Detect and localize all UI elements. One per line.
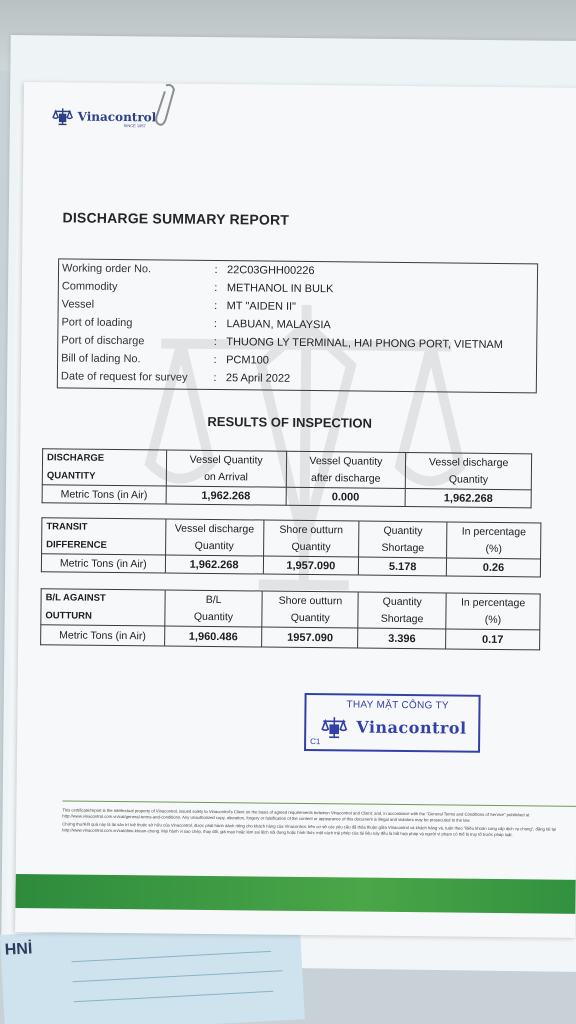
value-cell: 1,957.090: [263, 556, 359, 575]
value-cell: 1,960.486: [164, 626, 262, 647]
unit-cell: Metric Tons (in Air): [41, 625, 165, 646]
value-cell: 5.178: [359, 557, 447, 576]
stamp-code: C1: [310, 737, 321, 747]
value-cell: 1957.090: [262, 627, 358, 648]
column-header: Shore outturn: [262, 591, 358, 610]
results-title: RESULTS OF INSPECTION: [207, 413, 372, 431]
info-box: [57, 258, 538, 393]
column-header: Quantity: [359, 521, 447, 540]
info-value: 25 April 2022: [225, 372, 291, 385]
column-header: Shortage: [358, 610, 446, 629]
info-label: Working order No.: [61, 262, 152, 276]
info-value: THUONG LY TERMINAL, HAI PHONG PORT, VIETNAM: [226, 336, 504, 352]
value-cell: 1,962.268: [166, 486, 286, 505]
info-colon: :: [213, 371, 217, 385]
value-cell: 3.396: [358, 628, 446, 649]
unit-cell: Metric Tons (in Air): [42, 485, 166, 504]
info-value: METHANOL IN BULK: [226, 282, 334, 296]
info-value: 22C03GHH00226: [226, 264, 315, 278]
under-sheet-text: ỊNH: [4, 938, 33, 957]
column-header: Vessel Quantity: [286, 451, 406, 470]
column-header: Vessel discharge: [165, 519, 263, 538]
column-header: In percentage: [447, 522, 541, 541]
column-header: Quantity: [164, 608, 262, 627]
transit-difference-table: [41, 517, 542, 577]
table-label: DISCHARGE: [42, 449, 166, 468]
disclaimer-vietnamese: Chứng thư/Kết quả này là tài sản trí tuệ thuộc sở hữu của Vinacontrol, được phát hành dành riêng cho khách hàng của Vinacontrol, trên cơ sở các yêu cầu đã thỏa thuận giữa Vinacontrol và khách hàng và, tuân theo "Điều khoản cung cấp dịch vụ chung", đăng tải tại http://www.vinacontrol.com.vn/cat/dieu-khoan-chung. Mọi hành vi sao chép, thay đổi, giả mạo hoặc làm sai lệch nội dung hoặc hình thức một cách trái phép của tài liệu này đều là bất hợp pháp và người vi phạm có thể bị truy tố trước pháp luật.: [62, 821, 557, 838]
column-header: Quantity: [165, 537, 263, 556]
unit-cell: Metric Tons (in Air): [41, 554, 165, 573]
logo-since: SINCE 1957: [123, 123, 146, 129]
disclaimer-english: This certificate/report is the intellectual property of Vinacontrol, issued solely to Vinacontrol's Client on the basis of agreed requirements between Vinacontrol and Client; and, in accordance with the "General Terms and Conditions of Service" published at http://www.vinacontrol.com.vn/cat/general-terms-and-conditions. Any unauthorized copy, alteration, forgery or falsification of the content or appearance of this document is illegal and violators may be prosecuted to the law.: [62, 807, 530, 823]
footer-green-band: [15, 874, 576, 914]
info-colon: :: [214, 264, 218, 277]
column-header: Shore outturn: [263, 520, 359, 539]
info-label: Vessel: [61, 298, 95, 311]
column-header: Quantity: [358, 592, 446, 611]
logo-name: Vinacontrol: [77, 109, 157, 125]
info-label: Port of loading: [61, 316, 133, 330]
value-cell: 1,962.268: [165, 555, 263, 574]
footer-disclaimer: [62, 807, 567, 840]
info-value: LABUAN, MALAYSIA: [226, 318, 331, 332]
value-cell: 0.26: [446, 558, 540, 577]
report-title: DISCHARGE SUMMARY REPORT: [62, 209, 290, 228]
info-colon: :: [213, 336, 217, 349]
discharge-quantity-table: [42, 448, 533, 508]
table-label: B/L AGAINST: [41, 589, 165, 608]
column-header: Quantity: [263, 538, 359, 557]
info-value: PCM100: [226, 354, 269, 367]
column-header: Vessel Quantity: [166, 450, 286, 469]
info-row: [58, 367, 536, 390]
stamp-company-name: Vinacontrol: [356, 717, 467, 738]
form-line: [73, 970, 283, 982]
table-label: TRANSIT: [42, 518, 166, 537]
info-colon: :: [213, 354, 217, 367]
column-header: Quantity: [406, 471, 532, 490]
column-header: after discharge: [286, 469, 406, 488]
footer-divider: [62, 800, 576, 806]
info-label: Commodity: [61, 280, 118, 293]
company-logo: [52, 106, 157, 127]
column-header: B/L: [165, 590, 263, 609]
table-label: OUTTURN: [41, 607, 165, 626]
info-label: Date of request for survey: [60, 370, 188, 384]
info-colon: :: [213, 318, 218, 331]
info-value: MT "AIDEN II": [226, 300, 297, 313]
info-colon: :: [214, 282, 218, 295]
bl-against-outturn-table: [40, 588, 541, 650]
scales-stamp-icon: [320, 715, 348, 739]
scales-logo-icon: [52, 106, 74, 126]
column-header: Vessel discharge: [406, 453, 532, 472]
column-header: In percentage: [446, 593, 540, 612]
info-label: Port of discharge: [61, 334, 145, 348]
form-line: [74, 991, 274, 1002]
blue-folder: [0, 919, 305, 1024]
value-cell: 0.000: [286, 487, 406, 506]
stamp-line: THAY MẶT CÔNG TY: [346, 699, 449, 712]
column-header: (%): [446, 611, 540, 630]
column-header: Quantity: [262, 609, 358, 628]
column-header: on Arrival: [166, 468, 286, 487]
paperclip-icon: [151, 83, 182, 131]
table-label: DIFFERENCE: [42, 536, 166, 555]
column-header: Shortage: [359, 539, 447, 558]
info-colon: :: [214, 300, 218, 313]
value-cell: 0.17: [446, 629, 540, 650]
form-line: [71, 951, 271, 962]
report-page: [15, 82, 576, 938]
info-label: Bill of lading No.: [61, 352, 141, 366]
value-cell: 1,962.268: [405, 489, 531, 508]
table-label: QUANTITY: [42, 467, 166, 486]
column-header: (%): [447, 540, 541, 559]
company-stamp: [304, 693, 481, 753]
